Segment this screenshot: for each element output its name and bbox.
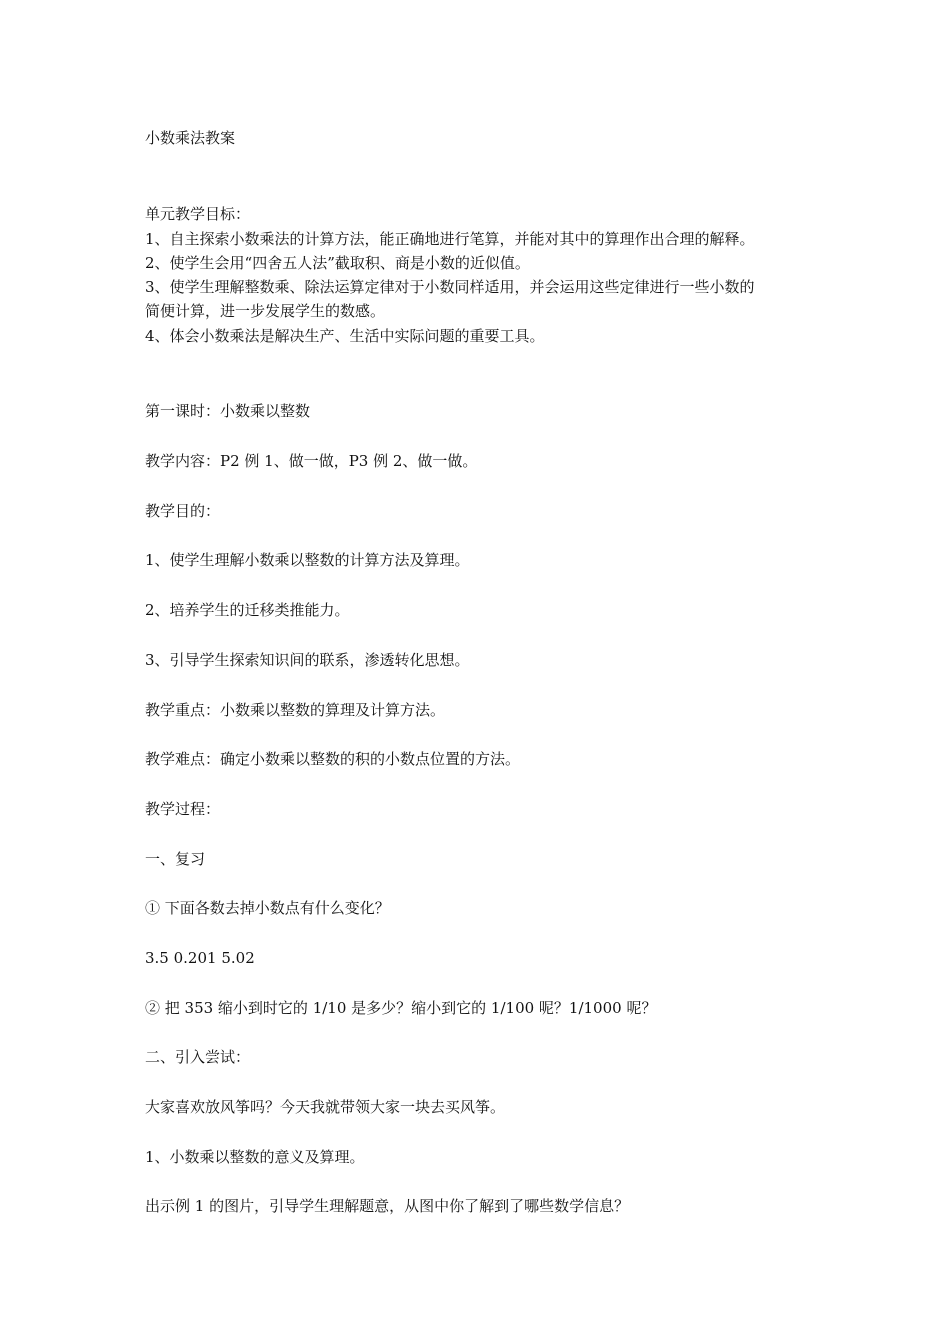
objective-3: 3、引导学生探索知识间的联系，渗透转化思想。 — [145, 651, 470, 669]
process-heading: 教学过程： — [145, 800, 221, 818]
unit-goal-2: 2、使学生会用“四舍五人法”截取积、商是小数的近似值。 — [145, 254, 530, 272]
intro-text: 大家喜欢放风筝吗？今天我就带领大家一块去买风筝。 — [145, 1098, 506, 1116]
review-heading: 一、复习 — [145, 850, 206, 868]
review-question-2: ② 把 353 缩小到时它的 1/10 是多少？缩小到它的 1/100 呢？1/1000 呢？ — [145, 999, 657, 1017]
unit-goal-3: 3、使学生理解整数乘、除法运算定律对于小数同样适用，并会运用这些定律进行一些小数的 — [145, 278, 755, 296]
unit-goals-heading: 单元教学目标： — [145, 205, 251, 223]
review-numbers: 3.5 0.201 5.02 — [145, 949, 255, 967]
intro-heading: 二、引入尝试： — [145, 1048, 251, 1066]
unit-goal-3-continued: 简便计算，进一步发展学生的数感。 — [145, 302, 386, 320]
objective-1: 1、使学生理解小数乘以整数的计算方法及算理。 — [145, 551, 470, 569]
key-point: 教学重点：小数乘以整数的算理及计算方法。 — [145, 701, 446, 719]
review-question-1: ① 下面各数去掉小数点有什么变化？ — [145, 899, 390, 917]
step-1-heading: 1、小数乘以整数的意义及算理。 — [145, 1148, 365, 1166]
objectives-heading: 教学目的： — [145, 502, 221, 520]
step-1-text: 出示例 1 的图片，引导学生理解题意，从图中你了解到了哪些数学信息？ — [145, 1197, 630, 1215]
lesson-content: 教学内容：P2 例 1、做一做，P3 例 2、做一做。 — [145, 452, 478, 470]
unit-goal-4: 4、体会小数乘法是解决生产、生活中实际问题的重要工具。 — [145, 327, 545, 345]
difficulty: 教学难点：确定小数乘以整数的积的小数点位置的方法。 — [145, 750, 521, 768]
unit-goal-1: 1、自主探索小数乘法的计算方法，能正确地进行笔算，并能对其中的算理作出合理的解释。 — [145, 230, 755, 248]
document-title: 小数乘法教案 — [145, 129, 236, 147]
lesson-title: 第一课时：小数乘以整数 — [145, 402, 311, 420]
objective-2: 2、培养学生的迁移类推能力。 — [145, 601, 350, 619]
